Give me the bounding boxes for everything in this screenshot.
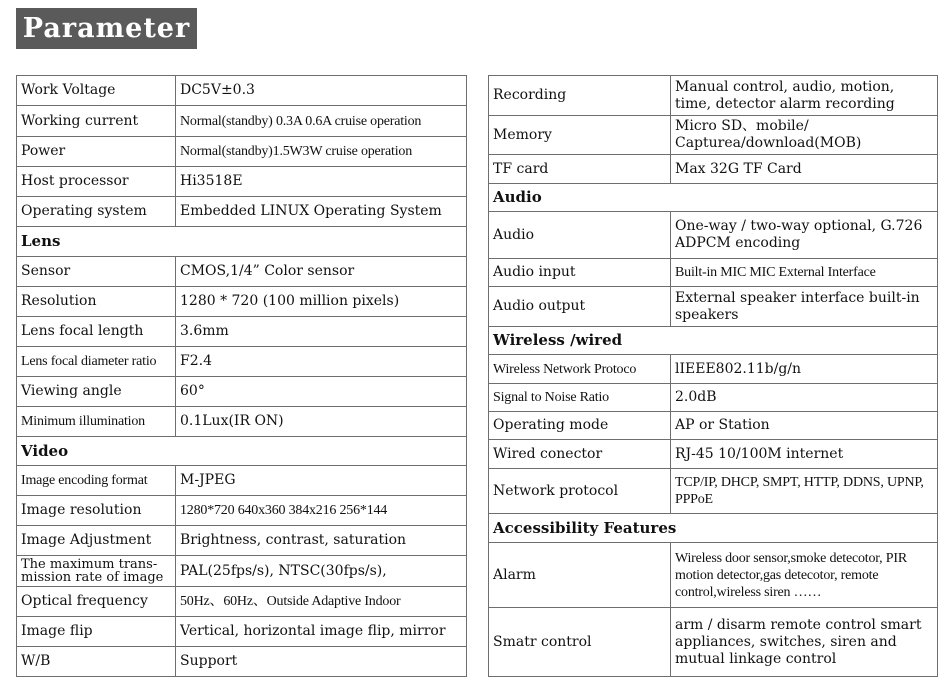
spec-label: Host processor	[17, 167, 176, 197]
table-row	[17, 377, 467, 407]
spec-value: 1280 * 720 (100 million pixels)	[176, 287, 467, 317]
spec-label: Viewing angle	[17, 377, 176, 407]
spec-label: Lens focal length	[17, 317, 176, 347]
spec-value: 1280*720 640x360 384x216 256*144	[176, 496, 467, 526]
table-row	[17, 496, 467, 526]
spec-value: Built-in MIC MIC External Interface	[671, 259, 938, 287]
spec-value: Brightness, contrast, saturation	[176, 526, 467, 556]
table-row	[17, 137, 467, 167]
table-row	[17, 617, 467, 647]
section-heading-video: Video	[17, 437, 467, 466]
table-row	[489, 287, 938, 327]
section-heading-accessibility: Accessibility Features	[489, 514, 938, 543]
spec-label: Optical frequency	[17, 587, 176, 617]
spec-label: The maximum trans-mission rate of image	[17, 556, 176, 587]
table-row	[489, 440, 938, 469]
spec-label: Image flip	[17, 617, 176, 647]
spec-label: W/B	[17, 647, 176, 677]
table-row	[17, 347, 467, 377]
table-row	[489, 412, 938, 440]
table-row	[17, 526, 467, 556]
spec-value: M-JPEG	[176, 466, 467, 496]
spec-label: Network protocol	[489, 469, 671, 514]
spec-label: Audio output	[489, 287, 671, 327]
right-spec-table	[488, 75, 938, 677]
spec-label: Lens focal diameter ratio	[17, 347, 176, 377]
section-row	[17, 227, 467, 257]
table-row	[17, 287, 467, 317]
spec-value: CMOS,1/4” Color sensor	[176, 257, 467, 287]
table-row	[489, 608, 938, 677]
table-row	[489, 355, 938, 384]
spec-value: 0.1Lux(IR ON)	[176, 407, 467, 437]
section-heading-lens: Lens	[17, 227, 467, 257]
section-row	[489, 327, 938, 355]
spec-value: Wireless door sensor,smoke detecotor, PIR motion detector,gas detecotor, remote control,wireless siren ……	[671, 543, 938, 608]
spec-value: One-way / two-way optional, G.726 ADPCM encoding	[671, 212, 938, 259]
spec-label: Wired conector	[489, 440, 671, 469]
table-row	[489, 543, 938, 608]
page-title: Parameter	[16, 8, 197, 49]
table-row	[17, 587, 467, 617]
spec-value: 60°	[176, 377, 467, 407]
section-heading-audio: Audio	[489, 184, 938, 212]
spec-value: Embedded LINUX Operating System	[176, 197, 467, 227]
spec-value: TCP/IP, DHCP, SMPT, HTTP, DDNS, UPNP, PPPoE	[671, 469, 938, 514]
table-row	[489, 116, 938, 155]
table-row	[489, 155, 938, 184]
spec-label: Operating mode	[489, 412, 671, 440]
table-row	[489, 76, 938, 116]
spec-label: Signal to Noise Ratio	[489, 384, 671, 412]
spec-label: Operating system	[17, 197, 176, 227]
spec-label: Resolution	[17, 287, 176, 317]
spec-label: Minimum illumination	[17, 407, 176, 437]
spec-value: 3.6mm	[176, 317, 467, 347]
spec-label: Alarm	[489, 543, 671, 608]
spec-value: F2.4	[176, 347, 467, 377]
spec-value: 50Hz、60Hz、Outside Adaptive Indoor	[176, 587, 467, 617]
spec-value: Normal(standby)1.5W3W cruise operation	[176, 137, 467, 167]
table-row	[17, 76, 467, 106]
spec-value: RJ-45 10/100M internet	[671, 440, 938, 469]
spec-value: PAL(25fps/s), NTSC(30fps/s),	[176, 556, 467, 587]
spec-value: DC5V±0.3	[176, 76, 467, 106]
spec-value: lIEEE802.11b/g/n	[671, 355, 938, 384]
spec-label: Image encoding format	[17, 466, 176, 496]
table-row	[17, 106, 467, 137]
table-row	[489, 259, 938, 287]
spec-value: Max 32G TF Card	[671, 155, 938, 184]
spec-label: Wireless Network Protoco	[489, 355, 671, 384]
spec-value: External speaker interface built-in speakers	[671, 287, 938, 327]
section-heading-wireless: Wireless /wired	[489, 327, 938, 355]
spec-label: Recording	[489, 76, 671, 116]
spec-label: Image resolution	[17, 496, 176, 526]
spec-label: Working current	[17, 106, 176, 137]
spec-label: Power	[17, 137, 176, 167]
spec-value: arm / disarm remote control smart appliances, switches, siren and mutual linkage control	[671, 608, 938, 677]
section-row	[489, 514, 938, 543]
spec-label: Image Adjustment	[17, 526, 176, 556]
left-spec-table	[16, 75, 467, 677]
table-row	[17, 407, 467, 437]
spec-value: Manual control, audio, motion, time, detector alarm recording	[671, 76, 938, 116]
spec-label: Audio input	[489, 259, 671, 287]
section-row	[489, 184, 938, 212]
spec-label: Sensor	[17, 257, 176, 287]
table-row	[17, 317, 467, 347]
table-row	[17, 647, 467, 677]
spec-value: Vertical, horizontal image flip, mirror	[176, 617, 467, 647]
spec-label: Memory	[489, 116, 671, 155]
table-row	[17, 167, 467, 197]
table-row	[17, 197, 467, 227]
spec-label: Smatr control	[489, 608, 671, 677]
spec-value: Normal(standby) 0.3A 0.6A cruise operation	[176, 106, 467, 137]
spec-value: Micro SD、mobile/ Capturea/download(MOB)	[671, 116, 938, 155]
spec-value: 2.0dB	[671, 384, 938, 412]
spec-label: Audio	[489, 212, 671, 259]
spec-label: Work Voltage	[17, 76, 176, 106]
spec-label: TF card	[489, 155, 671, 184]
spec-value: Hi3518E	[176, 167, 467, 197]
table-row	[17, 257, 467, 287]
table-row	[489, 384, 938, 412]
table-row	[17, 556, 467, 587]
table-row	[17, 466, 467, 496]
spec-value: AP or Station	[671, 412, 938, 440]
section-row	[17, 437, 467, 466]
spec-value: Support	[176, 647, 467, 677]
table-row	[489, 212, 938, 259]
table-row	[489, 469, 938, 514]
